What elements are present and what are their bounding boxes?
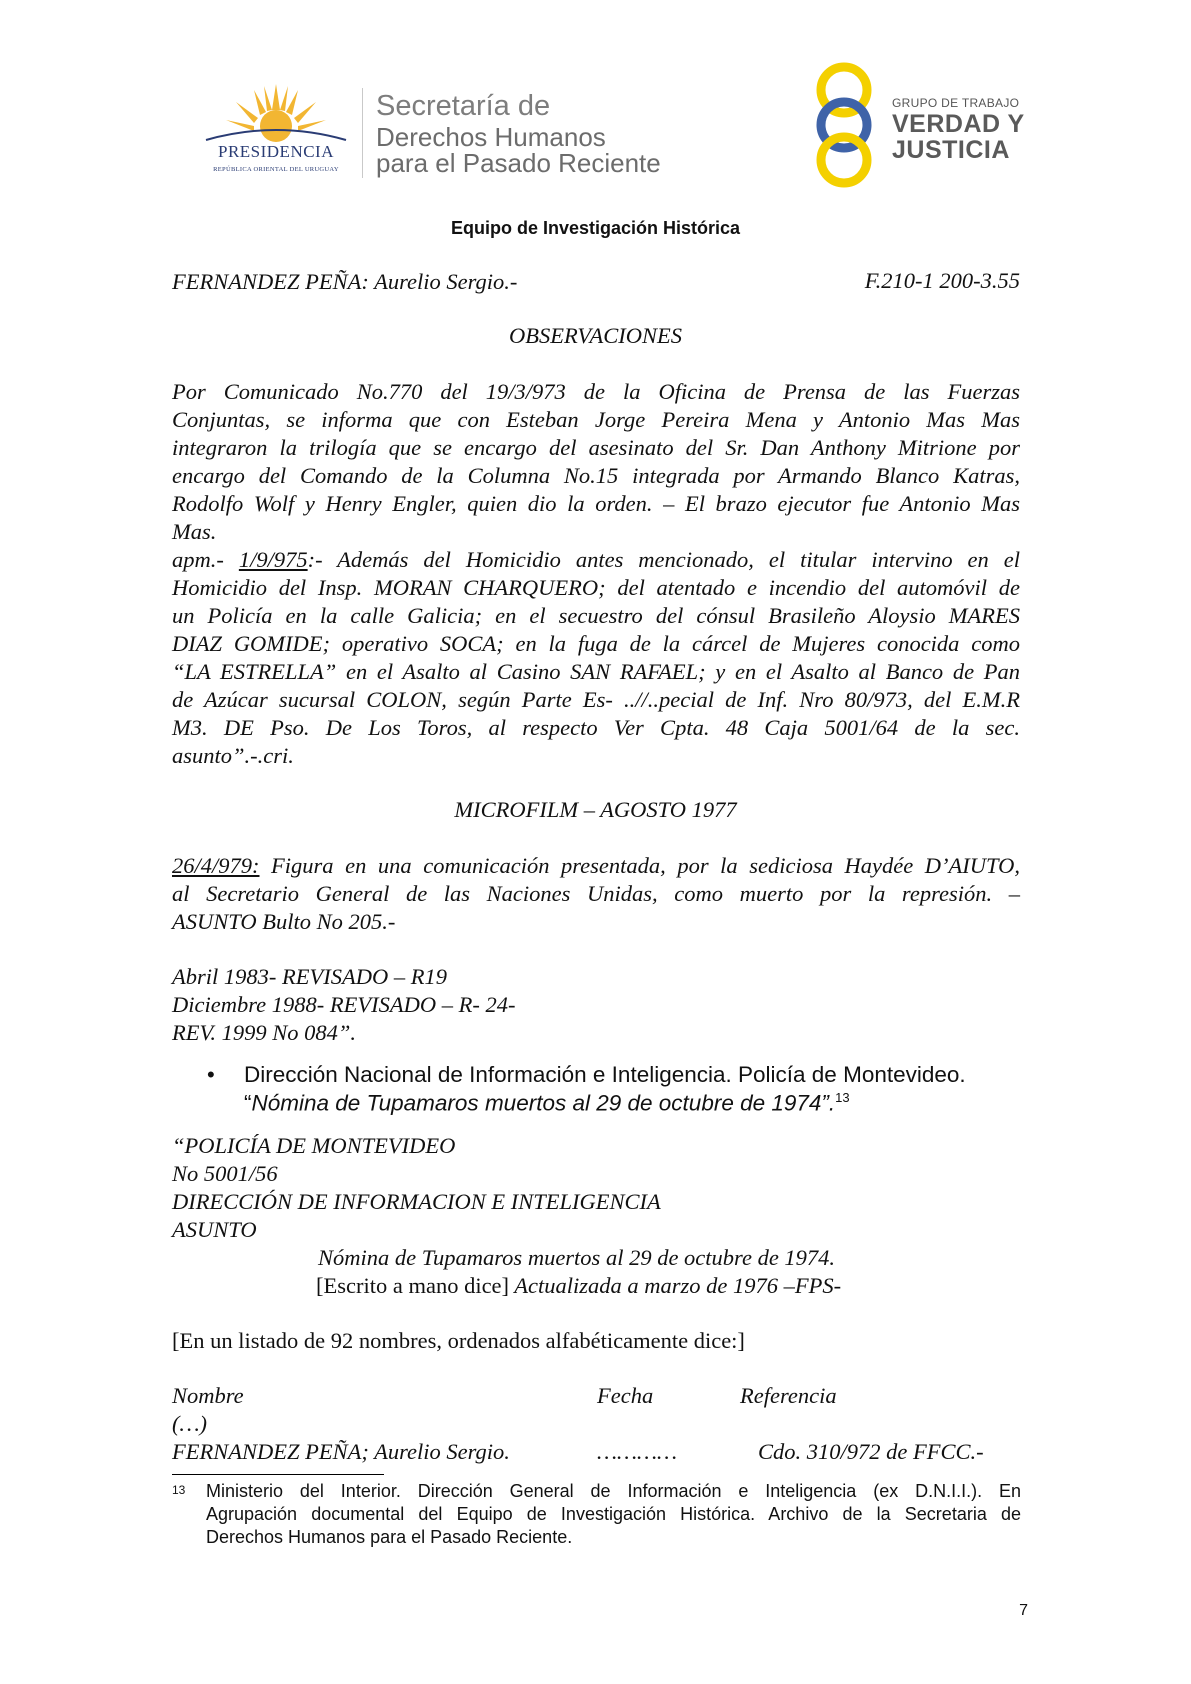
table-header-fecha: Fecha (597, 1383, 654, 1408)
page-number: 7 (1019, 1602, 1028, 1619)
presidencia-subtitle: REPÚBLICA ORIENTAL DEL URUGUAY (213, 166, 339, 173)
presidencia-name: PRESIDENCIA (217, 142, 334, 161)
microfilm-heading: MICROFILM – AGOSTO 1977 (454, 797, 737, 822)
revision-line: REV. 1999 No 084”. (172, 1020, 356, 1045)
grupo-big-text-1: VERDAD Y (892, 110, 1025, 138)
revision-line: Diciembre 1988- REVISADO – R- 24- (172, 992, 516, 1017)
apm-line: Homicidio del Insp. MORAN CHARQUERO; del atentado e incendio del automóvil de (172, 575, 1020, 600)
grupo-big-text-2: JUSTICIA (892, 136, 1010, 164)
footnote-rule (172, 1474, 384, 1475)
grupo-trabajo-logo (806, 60, 1026, 190)
entry-date: 26/4/979: (172, 853, 260, 878)
quote-line: DIRECCIÓN DE INFORMACION E INTELIGENCIA (172, 1189, 661, 1214)
obs-line: Rodolfo Wolf y Henry Engler, quien dio la orden. – El brazo ejecutor fue Antonio Mas (172, 491, 1020, 516)
table-header-referencia: Referencia (740, 1383, 837, 1408)
bullet-title: Nómina de Tupamaros muertos al 29 de octubre de 1974”. (251, 1090, 836, 1116)
sun-icon (196, 80, 356, 142)
entry-line: al Secretario General de las Naciones Unidas, como muerto por la represión. – (172, 881, 1020, 906)
list-note: [En un listado de 92 nombres, ordenados alfabéticamente dice:] (172, 1328, 745, 1353)
entry-first-line (172, 852, 1020, 880)
observaciones-title: OBSERVACIONES (509, 323, 682, 348)
table-row-date: ………… (597, 1439, 678, 1464)
table-row-ref: Cdo. 310/972 de FFCC.- (758, 1439, 984, 1464)
obs-line: Conjuntas, se informa que con Esteban Jorge Pereira Mena y Antonio Mas Mas (172, 407, 1020, 432)
quote-line: No 5001/56 (172, 1161, 278, 1186)
bullet-icon: • (207, 1062, 215, 1087)
table-header-nombre: Nombre (172, 1383, 244, 1408)
table-row-name: FERNANDEZ PEÑA; Aurelio Sergio. (172, 1439, 510, 1464)
secretaria-line2: Derechos Humanos (376, 122, 606, 152)
secretaria-line3: para el Pasado Reciente (376, 148, 661, 178)
entry-line: ASUNTO Bulto No 205.- (172, 909, 396, 934)
footnote-line: Ministerio del Interior. Dirección General de Información e Inteligencia (ex D.N.I.I.). En (206, 1481, 1021, 1501)
obs-line: Mas. (172, 519, 217, 544)
apm-first-rest: :- Además del Homicidio antes mencionado, el titular intervino en el (307, 547, 1020, 572)
team-title: Equipo de Investigación Histórica (450, 218, 741, 238)
apm-line: “LA ESTRELLA” en el Asalto al Casino SAN RAFAEL; y en el Asalto al Banco de Pan (172, 659, 1020, 684)
quote-line: “POLICÍA DE MONTEVIDEO (172, 1133, 456, 1158)
apm-line: un Policía en la calle Galicia; en el secuestro del cónsul Brasileño Aloysio MARES (172, 603, 1020, 628)
apm-first-line (172, 546, 1020, 574)
apm-line: de Azúcar sucursal COLON, según Parte Es- ..//..pecial de Inf. Nro 80/973, del E.M.R (172, 687, 1020, 712)
table-ellipsis: (…) (172, 1411, 207, 1436)
obs-line: integraron la trilogía que se encargo del asesinato del Sr. Dan Anthony Mitrione por (172, 435, 1020, 460)
obs-line: encargo del Comando de la Columna No.15 integrada por Armando Blanco Katras, (172, 463, 1020, 488)
apm-prefix: apm.- (172, 547, 239, 572)
file-reference: F.210-1 200-3.55 (864, 268, 1020, 293)
record-name: FERNANDEZ PEÑA: Aurelio Sergio.- (172, 269, 518, 294)
header-divider (362, 88, 363, 178)
bullet-line-2 (244, 1090, 850, 1117)
quote-line: ASUNTO (172, 1217, 257, 1242)
entry-first-rest: Figura en una comunicación presentada, por la sediciosa Haydée D’AIUTO, (259, 853, 1020, 878)
apm-line: M3. DE Pso. De Los Toros, al respecto Ver Cpta. 48 Caja 5001/64 de la sec. (172, 715, 1020, 740)
footnote-number: 13 (172, 1483, 186, 1497)
apm-line: DIAZ GOMIDE; operativo SOCA; en la fuga de la cárcel de Mujeres conocida como (172, 631, 1020, 656)
handwritten-line (316, 1272, 841, 1300)
handwritten-text: Actualizada a marzo de 1976 –FPS- (509, 1273, 842, 1298)
apm-line: asunto”.-.cri. (172, 743, 294, 768)
secretaria-line1: Secretaría de (376, 90, 551, 122)
footnote-line: Agrupación documental del Equipo de Investigación Histórica. Archivo de la Secretaria de (206, 1504, 1021, 1524)
handwritten-note: [Escrito a mano dice] (316, 1273, 510, 1298)
rings-icon (806, 60, 886, 190)
revision-line: Abril 1983- REVISADO – R19 (172, 964, 447, 989)
bullet-line-1: Dirección Nacional de Información e Inteligencia. Policía de Montevideo. (244, 1062, 966, 1087)
quote-subject: Nómina de Tupamaros muertos al 29 de octubre de 1974. (318, 1245, 836, 1270)
footnote-reference: 13 (835, 1090, 850, 1105)
grupo-small-text: GRUPO DE TRABAJO (892, 96, 1020, 110)
apm-date: 1/9/975 (238, 547, 308, 572)
obs-line: Por Comunicado No.770 del 19/3/973 de la Oficina de Prensa de las Fuerzas (172, 379, 1020, 404)
bullet-open-quote: “ (244, 1090, 252, 1116)
footnote-line: Derechos Humanos para el Pasado Reciente. (206, 1527, 573, 1547)
presidencia-logo (196, 80, 356, 180)
